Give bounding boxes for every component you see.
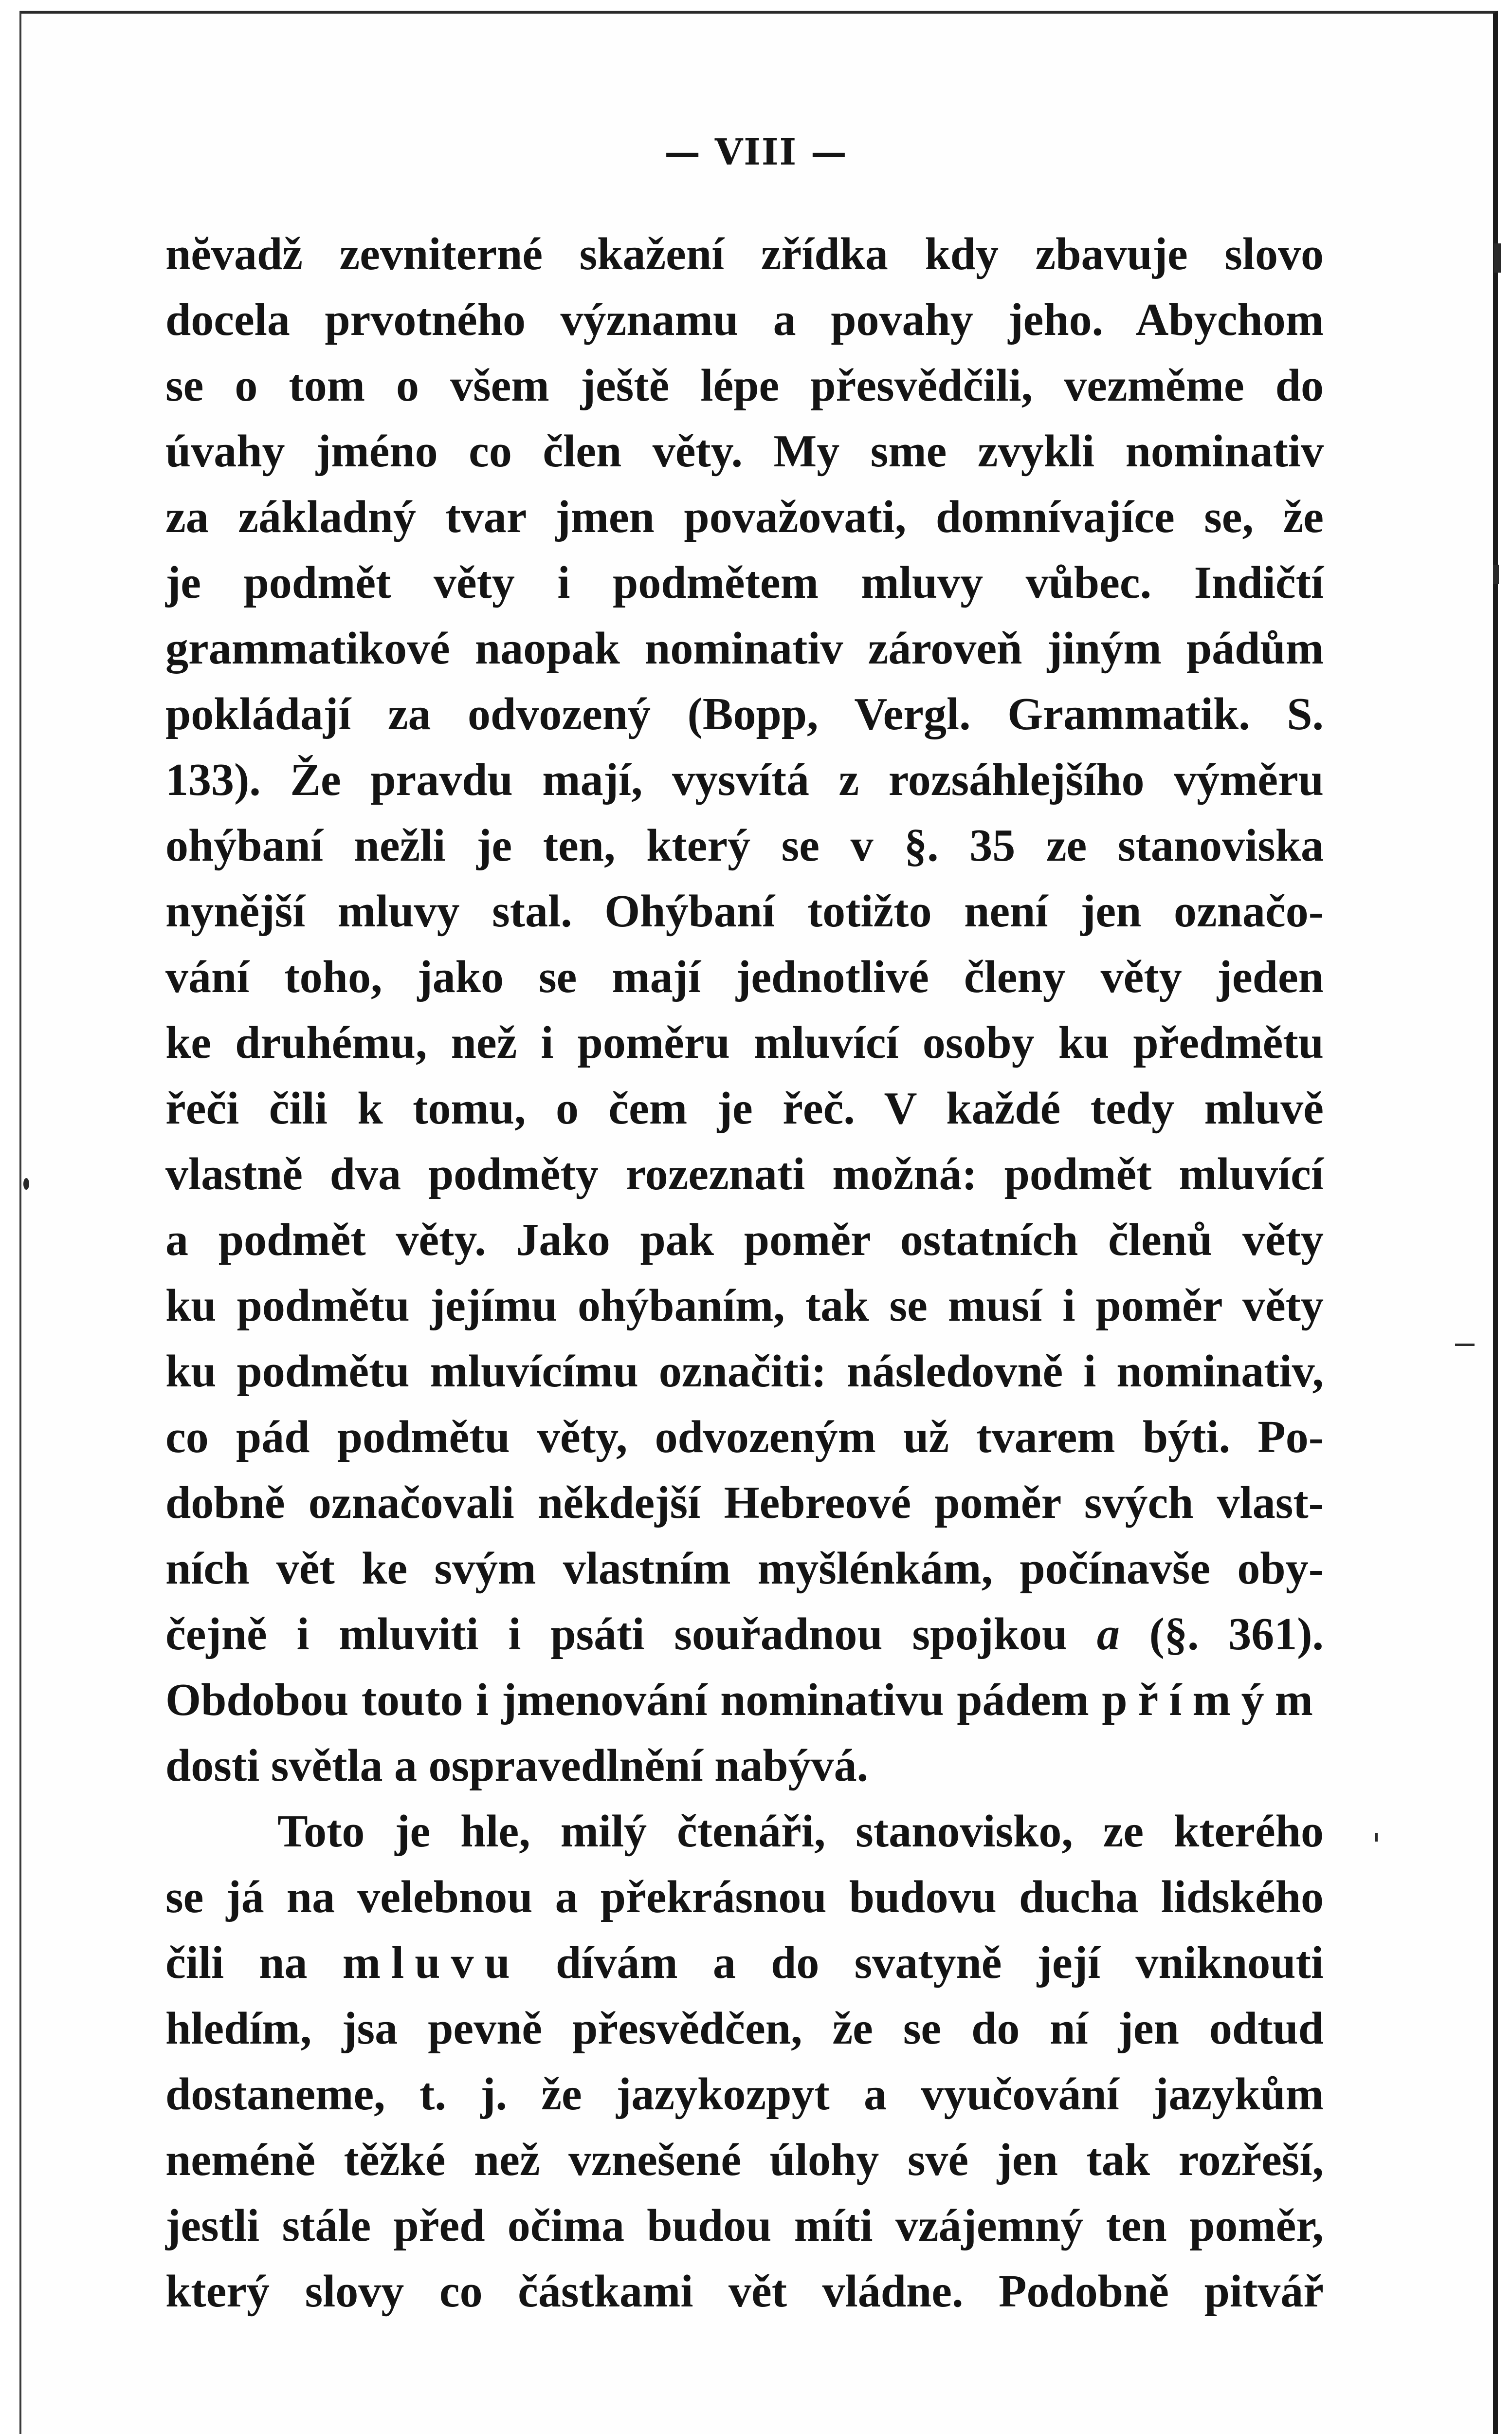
text-line: 133). Že pravdu mají, vysvítá z rozsáhlejšího výměru — [165, 755, 1324, 805]
text-line: dobně označovali někdejší Hebreové poměr svých vlast- — [165, 1477, 1324, 1528]
text-line: ku podmětu jejímu ohýbaním, tak se musí i poměr věty — [165, 1280, 1324, 1331]
text-line: čejně i mluviti i psáti souřadnou spojkou a (§. 361). — [165, 1609, 1324, 1660]
page-number: — VIII — — [664, 131, 848, 173]
text-line: řeči čili k tomu, o čem je řeč. V každé tedy mluvě — [165, 1083, 1324, 1134]
scan-mark — [23, 1178, 29, 1190]
text-line: se o tom o všem ještě lépe přesvědčili, vezměme do — [165, 360, 1324, 411]
text-line: je podmět věty i podmětem mluvy vůbec. Indičtí — [165, 557, 1324, 608]
scan-mark — [1493, 565, 1499, 584]
text-line: ních vět ke svým vlastním myšlénkám, počínavše oby- — [165, 1543, 1324, 1594]
text-line: Obdobou touto i jmenování nominativu pádem přímým — [165, 1675, 1324, 1725]
spaced-word: přímým — [1102, 1675, 1324, 1725]
text-line: čili na mluvu dívám a do svatyně její vniknouti — [165, 1937, 1324, 1988]
text-line: a podmět věty. Jako pak poměr ostatních členů věty — [165, 1215, 1324, 1265]
text-line: nĕvadž zevniterné skažení zřídka kdy zbavuje slovo — [165, 229, 1324, 279]
text-line: pokládají za odvozený (Bopp, Vergl. Grammatik. S. — [165, 689, 1324, 739]
body-text — [165, 221, 1324, 2324]
text-line: docela prvotného významu a povahy jeho. Abychom — [165, 295, 1324, 345]
text-line: dosti světla a ospravedlnění nabývá. — [165, 1740, 869, 1791]
text-line: Toto je hle, milý čtenáři, stanovisko, ze kterého — [277, 1806, 1324, 1857]
text-line: neméně těžké než vznešené úlohy své jen tak rozřeší, — [165, 2135, 1324, 2185]
spaced-word: mluvu — [342, 1937, 521, 1988]
scan-mark — [1494, 243, 1501, 273]
text-line: který slovy co částkami vět vládne. Podobně pitvář — [165, 2266, 1324, 2317]
text-line: ke druhému, než i poměru mluvící osoby ku předmětu — [165, 1017, 1324, 1068]
scan-mark — [1455, 1344, 1475, 1346]
scan-mark — [1375, 1833, 1378, 1842]
text-line: úvahy jméno co člen věty. My sme zvykli nominativ — [165, 426, 1324, 477]
italic-word: a — [1096, 1609, 1120, 1660]
text-line: ohýbaní nežli je ten, který se v §. 35 ze stanoviska — [165, 820, 1324, 871]
text-line: hledím, jsa pevně přesvědčen, že se do ní jen odtud — [165, 2003, 1324, 2054]
text-line: co pád podmětu věty, odvozeným už tvarem býti. Po- — [165, 1412, 1324, 1462]
text-line: vlastně dva podměty rozeznati možná: podmět mluvící — [165, 1149, 1324, 1199]
text-line: vání toho, jako se mají jednotlivé členy věty jeden — [165, 952, 1324, 1002]
text-line: se já na velebnou a překrásnou budovu ducha lidského — [165, 1872, 1324, 1922]
text-line: za základný tvar jmen považovati, domnívajíce se, že — [165, 492, 1324, 542]
text-line: grammatikové naopak nominativ zároveň jiným pádům — [165, 623, 1324, 674]
text-line: nynější mluvy stal. Ohýbaní totižto není jen označo- — [165, 886, 1324, 937]
text-line: jestli stále před očima budou míti vzájemný ten poměr, — [165, 2200, 1324, 2251]
text-line: dostaneme, t. j. že jazykozpyt a vyučování jazykům — [165, 2069, 1324, 2120]
text-line: ku podmětu mluvícímu označiti: následovně i nominativ, — [165, 1346, 1324, 1397]
